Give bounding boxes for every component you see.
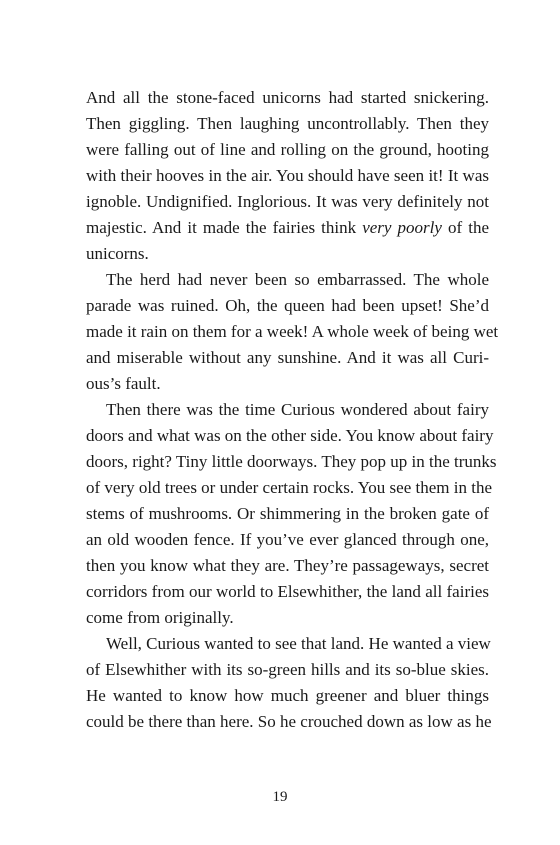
text-line: with their hooves in the air. You should have seen it! It was [86, 166, 489, 185]
text-line: of Elsewhither with its so-green hills and its so-blue skies. [86, 660, 489, 679]
text-line: Then giggling. Then laughing uncontrollably. Then they [86, 114, 489, 133]
text-line: He wanted to know how much greener and bluer things [86, 686, 489, 705]
text-line: The herd had never been so embarrassed. The whole [106, 270, 489, 289]
text-line: ignoble. Undignified. Inglorious. It was very definitely not [86, 192, 489, 211]
text-line: could be there than here. So he crouched down as low as he [86, 712, 492, 731]
paragraph [86, 85, 489, 267]
text-line: ous’s fault. [86, 374, 161, 393]
paragraph [86, 631, 492, 735]
text-line: Well, Curious wanted to see that land. He wanted a view [106, 634, 491, 653]
text-line: were falling out of line and rolling on the ground, hooting [86, 140, 489, 159]
text-line: come from originally. [86, 608, 234, 627]
text-line: corridors from our world to Elsewhither, the land all fairies [86, 582, 489, 601]
text-line: then you know what they are. They’re passageways, secret [86, 556, 489, 575]
text-line: doors, right? Tiny little doorways. They pop up in the trunks [86, 452, 497, 471]
text-line: unicorns. [86, 244, 149, 263]
text-run: majestic. And it made the fairies think [86, 218, 363, 237]
italic-text: very poorly [362, 218, 442, 237]
text-line: And all the stone-faced unicorns had started snickering. [86, 88, 489, 107]
text-line: Then there was the time Curious wondered about fairy [106, 400, 489, 419]
text-line: and miserable without any sunshine. And it was all Curi- [86, 348, 489, 367]
text-line: parade was ruined. Oh, the queen had been upset! She’d [86, 296, 489, 315]
text-line [86, 215, 489, 241]
text-line: of very old trees or under certain rocks. You see them in the [86, 478, 492, 497]
text-run: of the [441, 218, 489, 237]
text-line: stems of mushrooms. Or shimmering in the broken gate of [86, 504, 489, 523]
text-line: doors and what was on the other side. You know about fairy [86, 426, 494, 445]
text-line: made it rain on them for a week! A whole week of being wet [86, 322, 499, 341]
paragraph [86, 267, 499, 397]
page-number: 19 [272, 789, 288, 805]
body-text [86, 85, 499, 735]
text-line: an old wooden fence. If you’ve ever glanced through one, [86, 530, 489, 549]
paragraph [86, 397, 497, 631]
